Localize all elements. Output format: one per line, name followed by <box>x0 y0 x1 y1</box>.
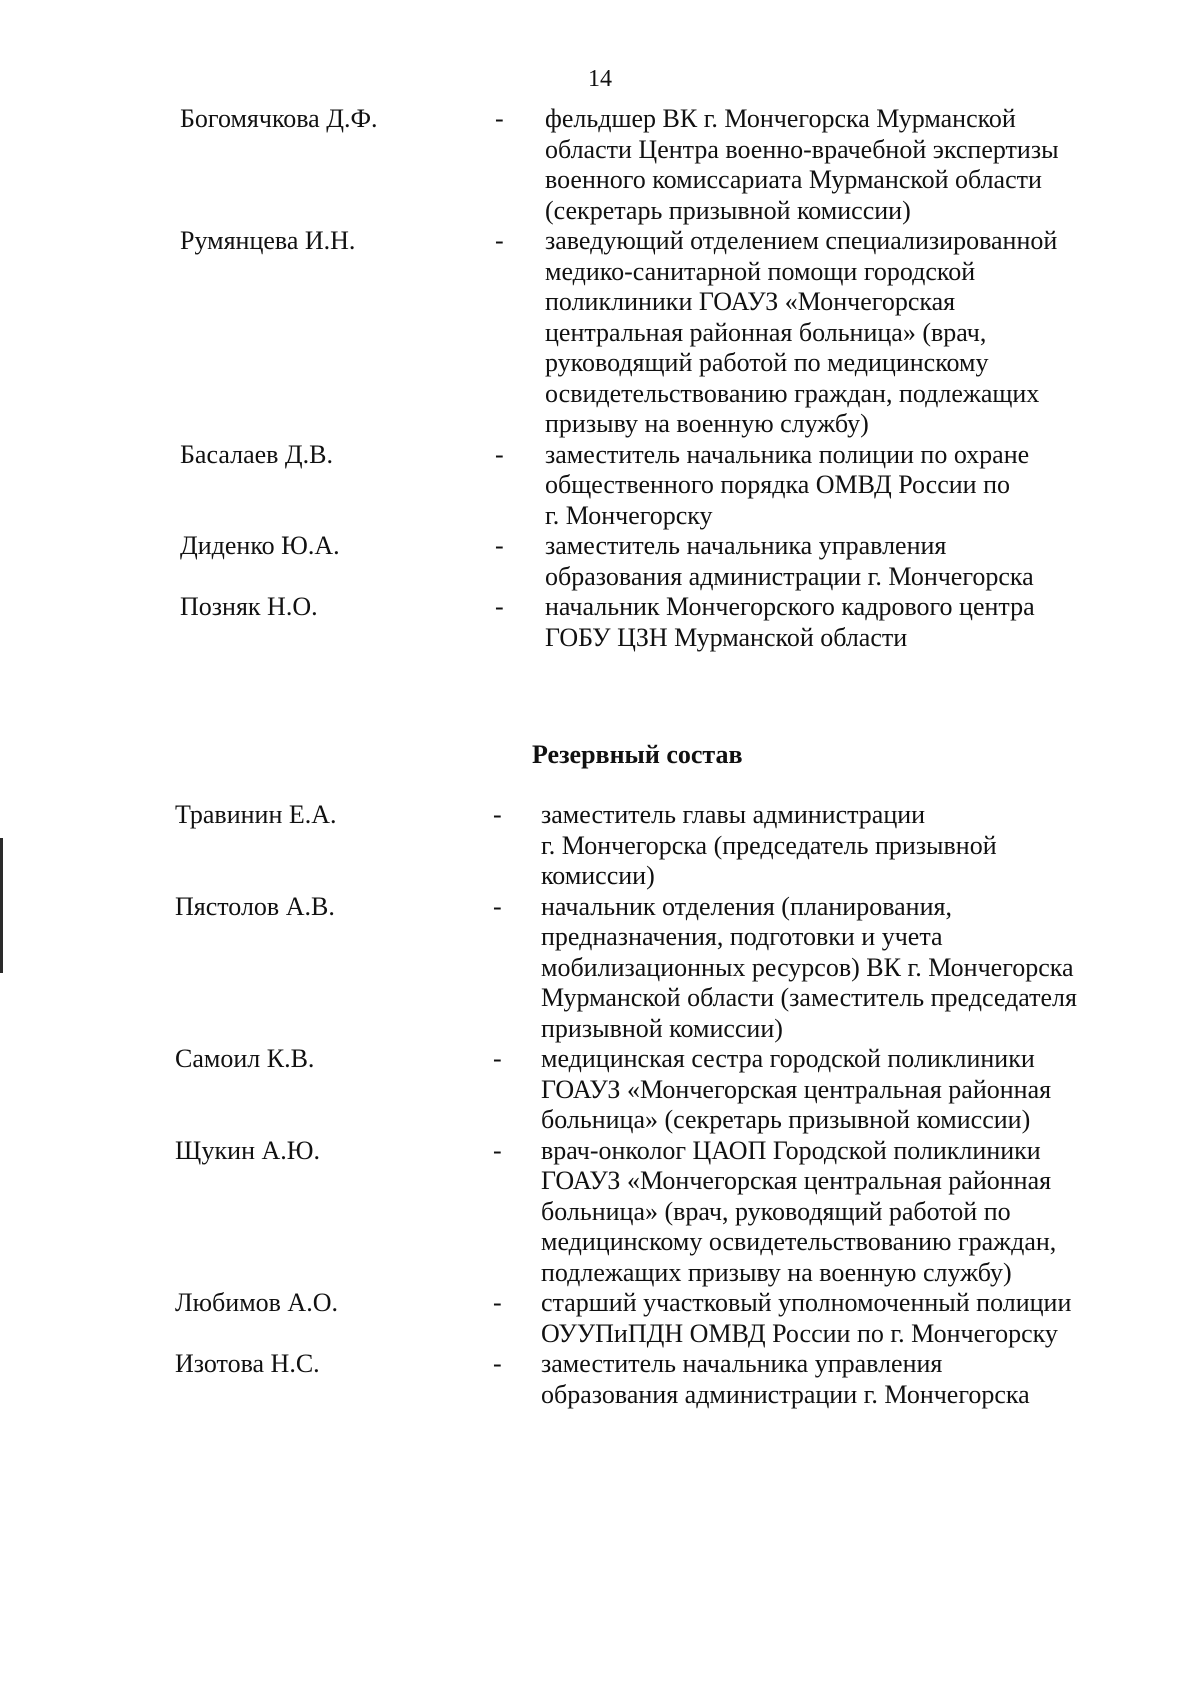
scan-edge-mark <box>0 838 3 973</box>
position-line: заместитель начальника управления <box>545 531 947 560</box>
position-line: медико-санитарной помощи городской <box>545 256 976 286</box>
position-line: заведующий отделением специализированной <box>545 226 1058 255</box>
member-dash: - <box>493 1135 502 1165</box>
member-dash: - <box>495 104 504 133</box>
position-line: подлежащих призыву на военную службу) <box>541 1257 1012 1287</box>
position-line: больница» (врач, руководящий работой по <box>541 1196 1011 1226</box>
position-line: больница» (секретарь призывной комиссии) <box>541 1105 1031 1134</box>
page-number: 14 <box>588 66 612 92</box>
member-entry <box>0 1044 1200 1136</box>
position-line: (секретарь призывной комиссии) <box>545 195 911 225</box>
member-position <box>541 892 1101 1045</box>
position-line: фельдшер ВК г. Мончегорска Мурманской <box>545 104 1016 133</box>
position-line: г. Мончегорску <box>545 500 713 530</box>
member-entry <box>0 800 1200 892</box>
member-name: Любимов А.О. <box>175 1288 338 1317</box>
member-entry <box>0 1349 1200 1410</box>
member-position <box>541 1136 1101 1289</box>
position-line: заместитель начальника управления <box>541 1349 943 1378</box>
member-dash: - <box>493 1349 502 1378</box>
position-line: медицинскому освидетельствованию граждан, <box>541 1227 1057 1256</box>
member-dash: - <box>493 1044 502 1073</box>
position-line: врач-онколог ЦАОП Городской поликлиники <box>541 1135 1041 1165</box>
position-line: ГОАУЗ «Мончегорская центральная районная <box>541 1166 1052 1195</box>
reserve-heading: Резервный состав <box>532 740 743 769</box>
position-line: начальник отделения (планирования, <box>541 891 952 921</box>
position-line: призыву на военную службу) <box>545 409 869 438</box>
member-entry <box>0 1136 1200 1289</box>
member-name: Самоил К.В. <box>175 1044 315 1073</box>
member-name: Богомячкова Д.Ф. <box>180 104 378 133</box>
member-name: Изотова Н.С. <box>175 1349 320 1378</box>
member-position <box>545 531 1105 592</box>
member-name: Диденко Ю.А. <box>180 531 340 560</box>
position-line: комиссии) <box>541 861 655 890</box>
member-entry <box>0 226 1200 440</box>
member-dash: - <box>495 439 504 469</box>
position-line: руководящий работой по медицинскому <box>545 348 989 377</box>
member-name: Басалаев Д.В. <box>180 439 334 469</box>
member-name: Румянцева И.Н. <box>180 226 356 255</box>
member-name: Щукин А.Ю. <box>175 1135 321 1165</box>
position-line: ГОАУЗ «Мончегорская центральная районная <box>541 1074 1052 1104</box>
member-dash: - <box>493 1288 502 1317</box>
position-line: области Центра военно-врачебной экспертизы <box>545 134 1059 164</box>
position-line: ГОБУ ЦЗН Мурманской области <box>545 622 908 652</box>
member-position <box>541 1044 1101 1136</box>
member-dash: - <box>495 531 504 560</box>
member-entry <box>0 531 1200 592</box>
position-line: мобилизационных ресурсов) ВК г. Мончегорска <box>541 952 1074 982</box>
position-line: начальник Мончегорского кадрового центра <box>545 592 1035 621</box>
position-line: г. Мончегорска (председатель призывной <box>541 830 997 860</box>
member-position <box>541 800 1101 892</box>
position-line: образования администрации г. Мончегорска <box>545 561 1034 591</box>
position-line: заместитель начальника полиции по охране <box>545 439 1030 469</box>
position-line: Мурманской области (заместитель председателя <box>541 983 1077 1012</box>
position-line: поликлиники ГОАУЗ «Мончегорская <box>545 287 956 316</box>
member-dash: - <box>495 226 504 255</box>
position-line: военного комиссариата Мурманской области <box>545 165 1042 194</box>
position-line: старший участковый уполномоченный полиции <box>541 1288 1072 1317</box>
member-dash: - <box>495 592 504 621</box>
position-line: освидетельствованию граждан, подлежащих <box>545 378 1040 408</box>
position-line: предназначения, подготовки и учета <box>541 922 943 951</box>
position-line: образования администрации г. Мончегорска <box>541 1379 1030 1409</box>
position-line: центральная районная больница» (врач, <box>545 317 987 347</box>
member-position <box>545 592 1105 653</box>
position-line: медицинская сестра городской поликлиники <box>541 1044 1035 1073</box>
position-line: общественного порядка ОМВД России по <box>545 470 1010 499</box>
member-position <box>545 226 1105 440</box>
member-name: Пястолов А.В. <box>175 891 335 921</box>
member-entry <box>0 592 1200 653</box>
commission-main-list <box>0 104 1200 653</box>
position-line: заместитель главы администрации <box>541 800 926 829</box>
member-position <box>541 1288 1101 1349</box>
position-line: призывной комиссии) <box>541 1013 783 1043</box>
member-name: Позняк Н.О. <box>180 592 318 621</box>
commission-reserve-list <box>0 800 1200 1410</box>
member-entry <box>0 440 1200 532</box>
member-entry <box>0 892 1200 1045</box>
member-position <box>545 440 1105 532</box>
member-position <box>545 104 1105 226</box>
member-entry <box>0 104 1200 226</box>
member-dash: - <box>493 891 502 921</box>
member-entry <box>0 1288 1200 1349</box>
member-position <box>541 1349 1101 1410</box>
member-dash: - <box>493 800 502 829</box>
member-name: Травинин Е.А. <box>175 800 337 829</box>
position-line: ОУУПиПДН ОМВД России по г. Мончегорску <box>541 1318 1058 1348</box>
